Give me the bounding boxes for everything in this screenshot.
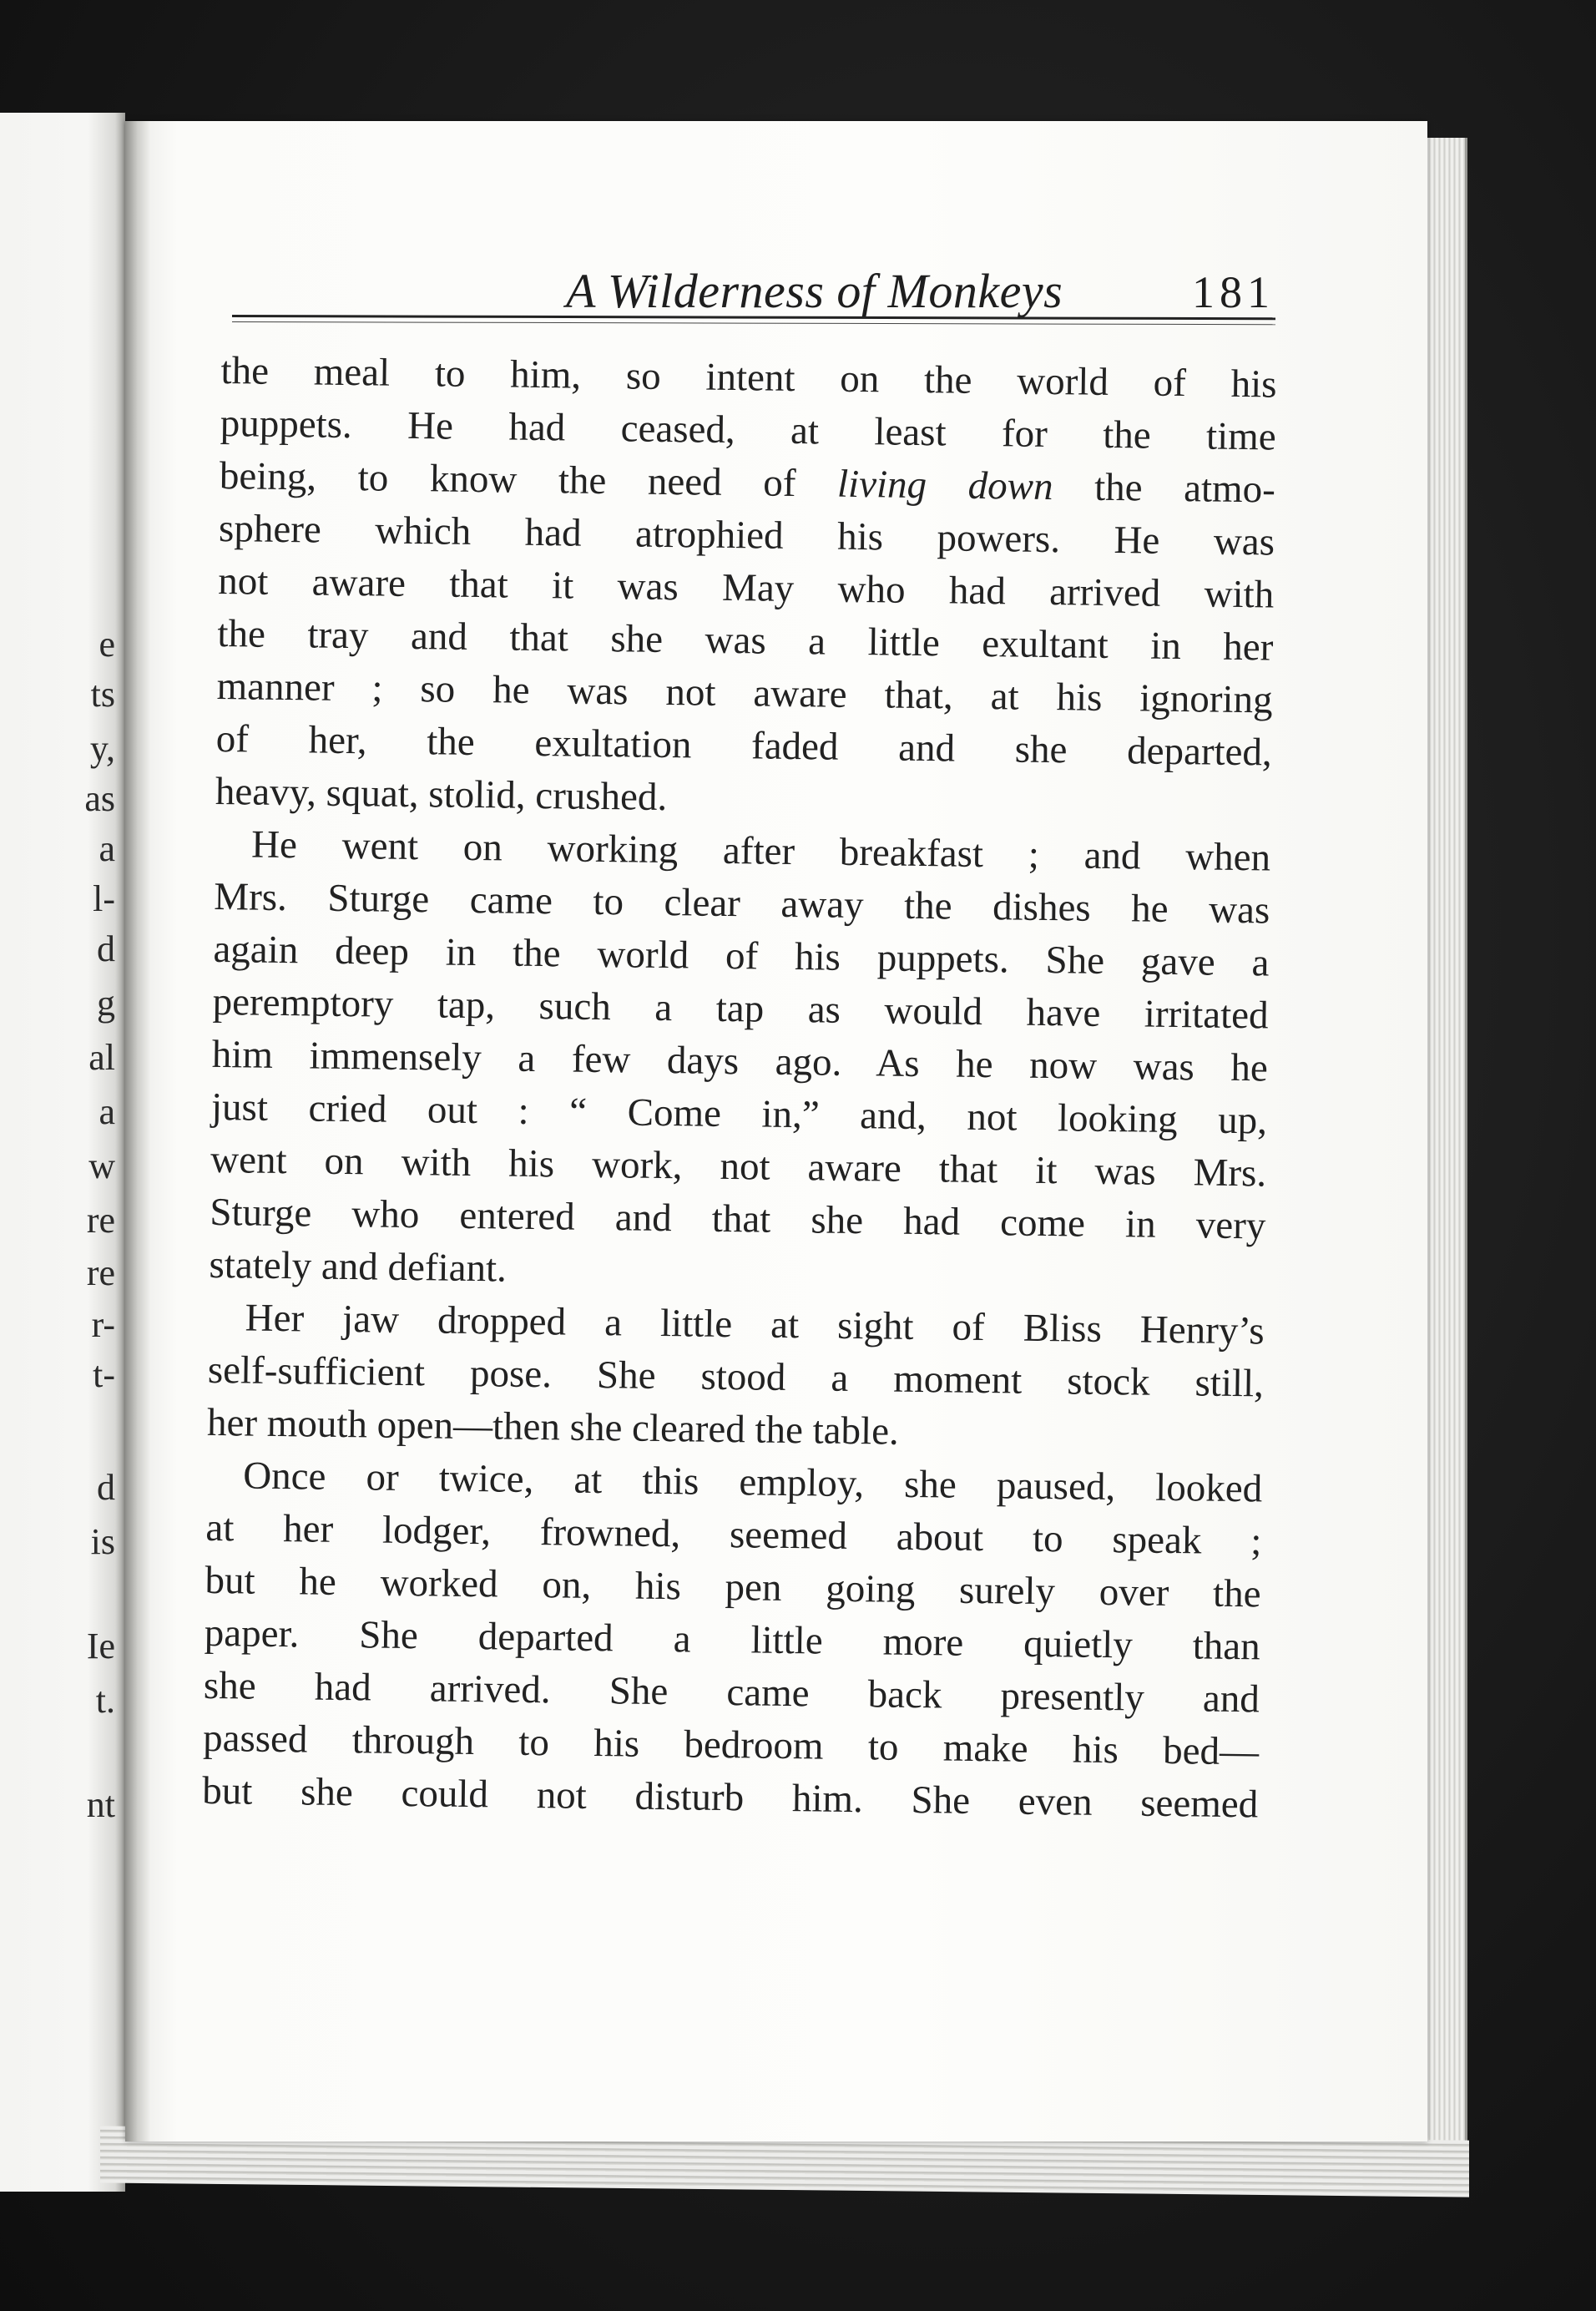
left-fragment: l-: [93, 878, 115, 919]
text-line: the meal to him, so intent on the world of his: [220, 348, 1277, 407]
text-line: Sturge who entered and that she had come in very: [210, 1190, 1266, 1248]
text-segment: being, to know the need of: [219, 453, 838, 506]
spine-shadow: [125, 121, 150, 2142]
paragraph-start: He went on working after breakfast ; and when: [250, 822, 1271, 880]
text-line: heavy, squat, stolid, crushed.: [215, 769, 668, 820]
left-fragment: is: [90, 1521, 115, 1562]
left-fragment: Ie: [86, 1626, 115, 1666]
text-line: him immensely a few days ago. As he now was he: [211, 1032, 1269, 1090]
text-line: sphere which had atrophied his powers. He was: [218, 506, 1275, 564]
left-fragment: al: [88, 1037, 115, 1078]
text-line: manner ; so he was not aware that, at his ignoring: [216, 664, 1273, 722]
left-fragment: re: [86, 1252, 115, 1293]
text-line: but she could not disturb him. She even seemed: [201, 1768, 1259, 1827]
text-line: again deep in the world of his puppets. She gave a: [213, 927, 1270, 985]
left-page: [0, 113, 125, 2192]
left-fragment: a: [98, 828, 115, 869]
text-line: but he worked on, his pen going surely over the: [205, 1558, 1261, 1616]
text-line: puppets. He had ceased, at least for the time: [220, 401, 1277, 459]
left-fragment: d: [97, 1467, 115, 1508]
left-fragment: a: [98, 1091, 115, 1132]
left-fragment: w: [88, 1145, 115, 1186]
text-line: her mouth open—then she cleared the table.: [206, 1400, 900, 1454]
running-header: [234, 263, 1277, 330]
text-line: went on with his work, not aware that it was Mrs.: [210, 1137, 1267, 1196]
text-line: Mrs. Sturge came to clear away the dishes he was: [214, 874, 1270, 933]
left-fragment: ts: [90, 674, 115, 715]
text-line: peremptory tap, such a tap as would have irritated: [212, 979, 1269, 1038]
left-fragment: nt: [86, 1784, 115, 1825]
left-fragment: re: [86, 1200, 115, 1241]
paragraph-start: Once or twice, at this employ, she paused, looked: [242, 1454, 1263, 1511]
running-title: A Wilderness of Monkeys: [566, 264, 1063, 318]
left-fragment: g: [97, 983, 115, 1024]
left-page-text-fragments: [0, 113, 125, 2192]
text-line: the tray and that she was a little exultant in her: [217, 611, 1274, 670]
text-line: not aware that it was May who had arrived with: [217, 559, 1275, 617]
text-line: paper. She departed a little more quietly than: [204, 1611, 1261, 1669]
left-fragment: t.: [95, 1680, 115, 1721]
page-number: 181: [1192, 267, 1275, 317]
text-line: just cried out : “ Come in,” and, not looking up,: [210, 1085, 1268, 1143]
left-fragment: y,: [89, 728, 115, 769]
left-fragment: d: [97, 928, 115, 969]
italic-phrase: living down: [836, 462, 1053, 509]
text-line: self-sufficient pose. She stood a moment stock still,: [207, 1348, 1265, 1406]
left-fragment: as: [84, 778, 115, 819]
text-line: she had arrived. She came back presently and: [203, 1663, 1260, 1722]
text-segment: the atmo-: [1053, 465, 1276, 512]
text-line: passed through to his bedroom to make his bed—: [202, 1716, 1260, 1774]
text-line: stately and defiant.: [209, 1242, 508, 1291]
left-fragment: t-: [93, 1354, 115, 1395]
text-line: at her lodger, frowned, seemed about to speak ;: [205, 1505, 1262, 1564]
paragraph-start: Her jaw dropped a little at sight of Bliss Henry’s: [245, 1296, 1265, 1353]
text-line: of her, the exultation faded and she departed,: [215, 716, 1273, 775]
body-text: [202, 345, 1277, 1831]
book-page: [125, 121, 1427, 2142]
left-fragment: r-: [91, 1304, 115, 1345]
left-fragment: e: [98, 624, 115, 665]
